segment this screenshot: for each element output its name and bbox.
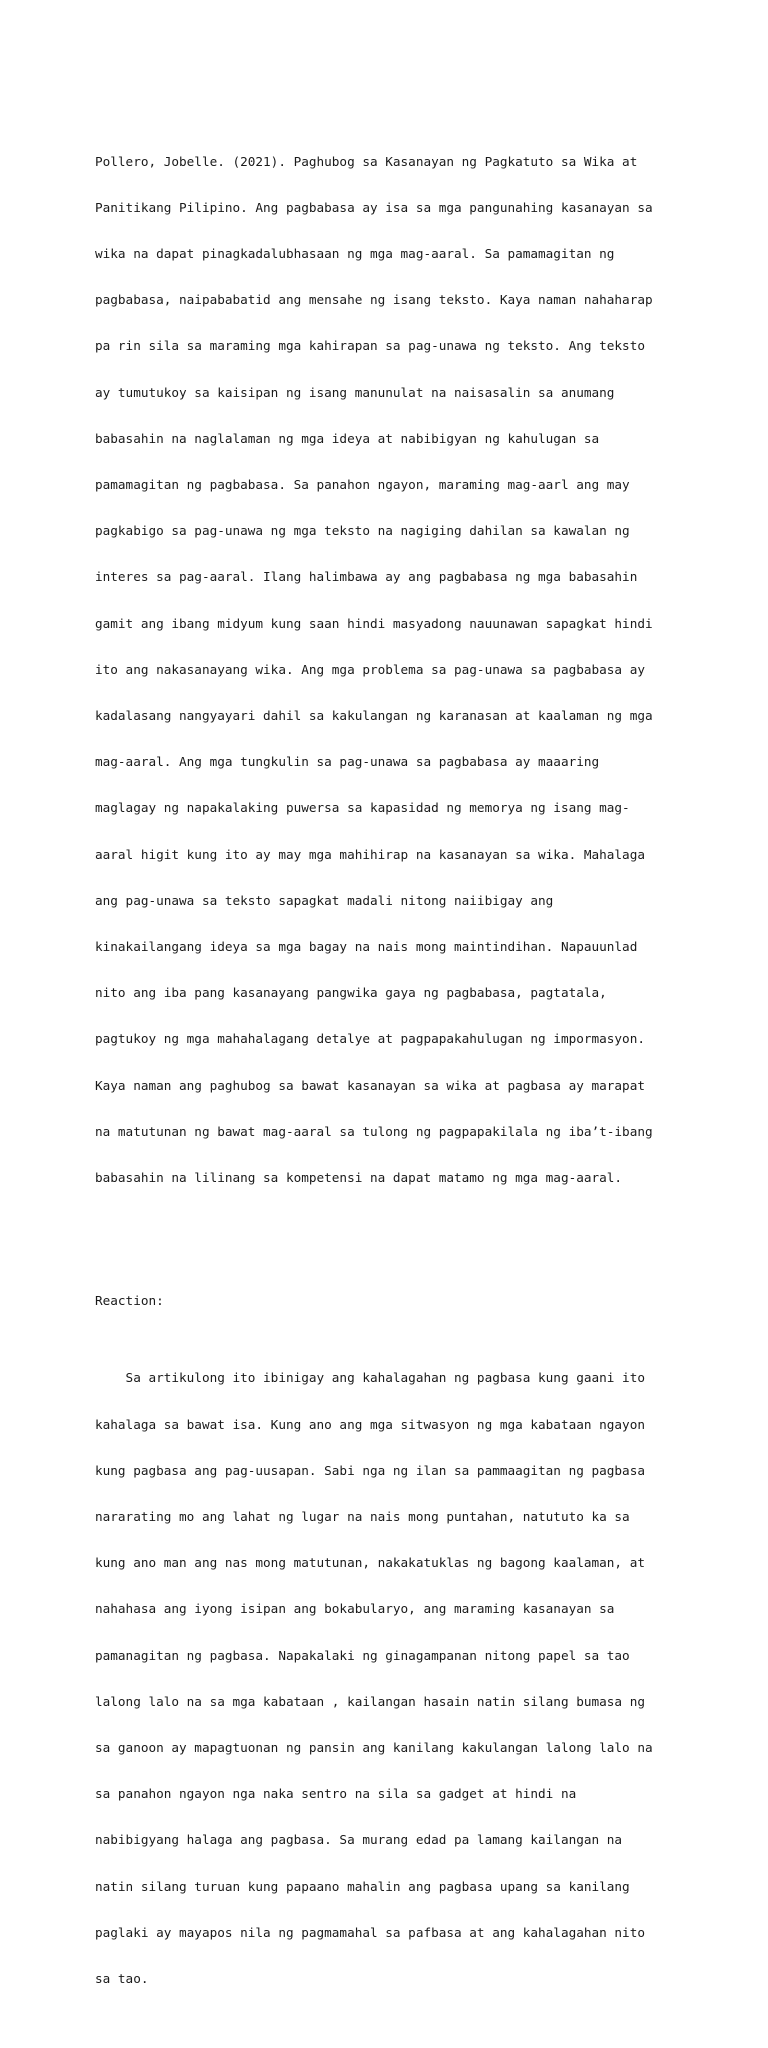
summary-line: babasahin na lilinang sa kompetensi na dapat matamo ng mga mag-aaral. (95, 1170, 623, 1186)
summary-line: ang pag-unawa sa teksto sapagkat madali nitong naiibigay ang (95, 892, 554, 908)
summary-line: gamit ang ibang midyum kung saan hindi masyadong nauunawan sapagkat hindi (95, 615, 653, 631)
reaction-line: pamanagitan ng pagbasa. Napakalaki ng ginagampanan nitong papel sa tao (95, 1647, 630, 1663)
summary-line: kinakailangang ideya sa mga bagay na nais mong maintindihan. Napauunlad (95, 939, 638, 955)
summary-line: wika na dapat pinagkadalubhasaan ng mga mag-aaral. Sa pamamagitan ng (95, 246, 615, 262)
reaction-line: nararating mo ang lahat ng lugar na nais mong puntahan, natututo ka sa (95, 1508, 630, 1524)
reaction-paragraph (95, 1340, 685, 2018)
reaction-line: kung pagbasa ang pag-uusapan. Sabi nga ng ilan sa pammaagitan ng pagbasa (95, 1462, 645, 1478)
summary-line: mag-aaral. Ang mga tungkulin sa pag-unawa sa pagbabasa ay maaaring (95, 754, 600, 770)
reaction-line: natin silang turuan kung papaano mahalin ang pagbasa upang sa kanilang (95, 1878, 630, 1894)
reaction-line: sa panahon ngayon nga naka sentro na sila sa gadget at hindi na (95, 1786, 577, 1802)
summary-line: pa rin sila sa maraming mga kahirapan sa pag-unawa ng teksto. Ang teksto (95, 338, 645, 354)
reaction-line: sa tao. (95, 1970, 149, 1986)
summary-line: ito ang nakasanayang wika. Ang mga problema sa pag-unawa sa pagbabasa ay (95, 661, 645, 677)
summary-line: maglagay ng napakalaking puwersa sa kapasidad ng memorya ng isang mag- (95, 800, 630, 816)
reaction-line: kahalaga sa bawat isa. Kung ano ang mga sitwasyon ng mga kabataan ngayon (95, 1416, 645, 1432)
summary-line: na matutunan ng bawat mag-aaral sa tulong ng pagpapakilala ng iba’t-ibang (95, 1123, 653, 1139)
reaction-line: paglaki ay mayapos nila ng pagmamahal sa pafbasa at ang kahalagahan nito (95, 1924, 645, 1940)
document-body (95, 92, 685, 2048)
summary-line: nito ang iba pang kasanayang pangwika gaya ng pagbabasa, pagtatala, (95, 985, 607, 1001)
summary-line: pamamagitan ng pagbabasa. Sa panahon ngayon, maraming mag-aarl ang may (95, 477, 630, 493)
summary-line: pagkabigo sa pag-unawa ng mga teksto na nagiging dahilan sa kawalan ng (95, 523, 630, 539)
summary-line: Kaya naman ang paghubog sa bawat kasanayan sa wika at pagbasa ay marapat (95, 1077, 645, 1093)
reaction-line: Sa artikulong ito ibinigay ang kahalagahan ng pagbasa kung gaani ito (95, 1370, 645, 1386)
blank-line (95, 1247, 685, 1262)
summary-paragraph (95, 123, 685, 1216)
summary-line: ay tumutukoy sa kaisipan ng isang manunulat na naisasalin sa anumang (95, 384, 615, 400)
summary-line: Panitikang Pilipino. Ang pagbabasa ay isa sa mga pangunahing kasanayan sa (95, 199, 653, 215)
summary-line: babasahin na naglalaman ng mga ideya at nabibigyan ng kahulugan sa (95, 430, 600, 446)
reaction-line: nahahasa ang iyong isipan ang bokabularyo, ang maraming kasanayan sa (95, 1601, 615, 1617)
reaction-line: kung ano man ang nas mong matutunan, nakakatuklas ng bagong kaalaman, at (95, 1555, 645, 1571)
summary-line: pagbabasa, naipababatid ang mensahe ng isang teksto. Kaya naman nahaharap (95, 292, 653, 308)
reaction-line: lalong lalo na sa mga kabataan , kailangan hasain natin silang bumasa ng (95, 1693, 645, 1709)
summary-line: kadalasang nangyayari dahil sa kakulangan ng karanasan at kaalaman ng mga (95, 708, 653, 724)
reaction-heading: Reaction: (95, 1293, 164, 1309)
summary-line: pagtukoy ng mga mahahalagang detalye at pagpapakahulugan ng impormasyon. (95, 1031, 645, 1047)
reaction-line: sa ganoon ay mapagtuonan ng pansin ang kanilang kakulangan lalong lalo na (95, 1739, 653, 1755)
summary-line: interes sa pag-aaral. Ilang halimbawa ay ang pagbabasa ng mga babasahin (95, 569, 638, 585)
reaction-line: nabibigyang halaga ang pagbasa. Sa murang edad pa lamang kailangan na (95, 1832, 623, 1848)
summary-line: aaral higit kung ito ay may mga mahihirap na kasanayan sa wika. Mahalaga (95, 846, 645, 862)
summary-line: Pollero, Jobelle. (2021). Paghubog sa Kasanayan ng Pagkatuto sa Wika at (95, 153, 638, 169)
